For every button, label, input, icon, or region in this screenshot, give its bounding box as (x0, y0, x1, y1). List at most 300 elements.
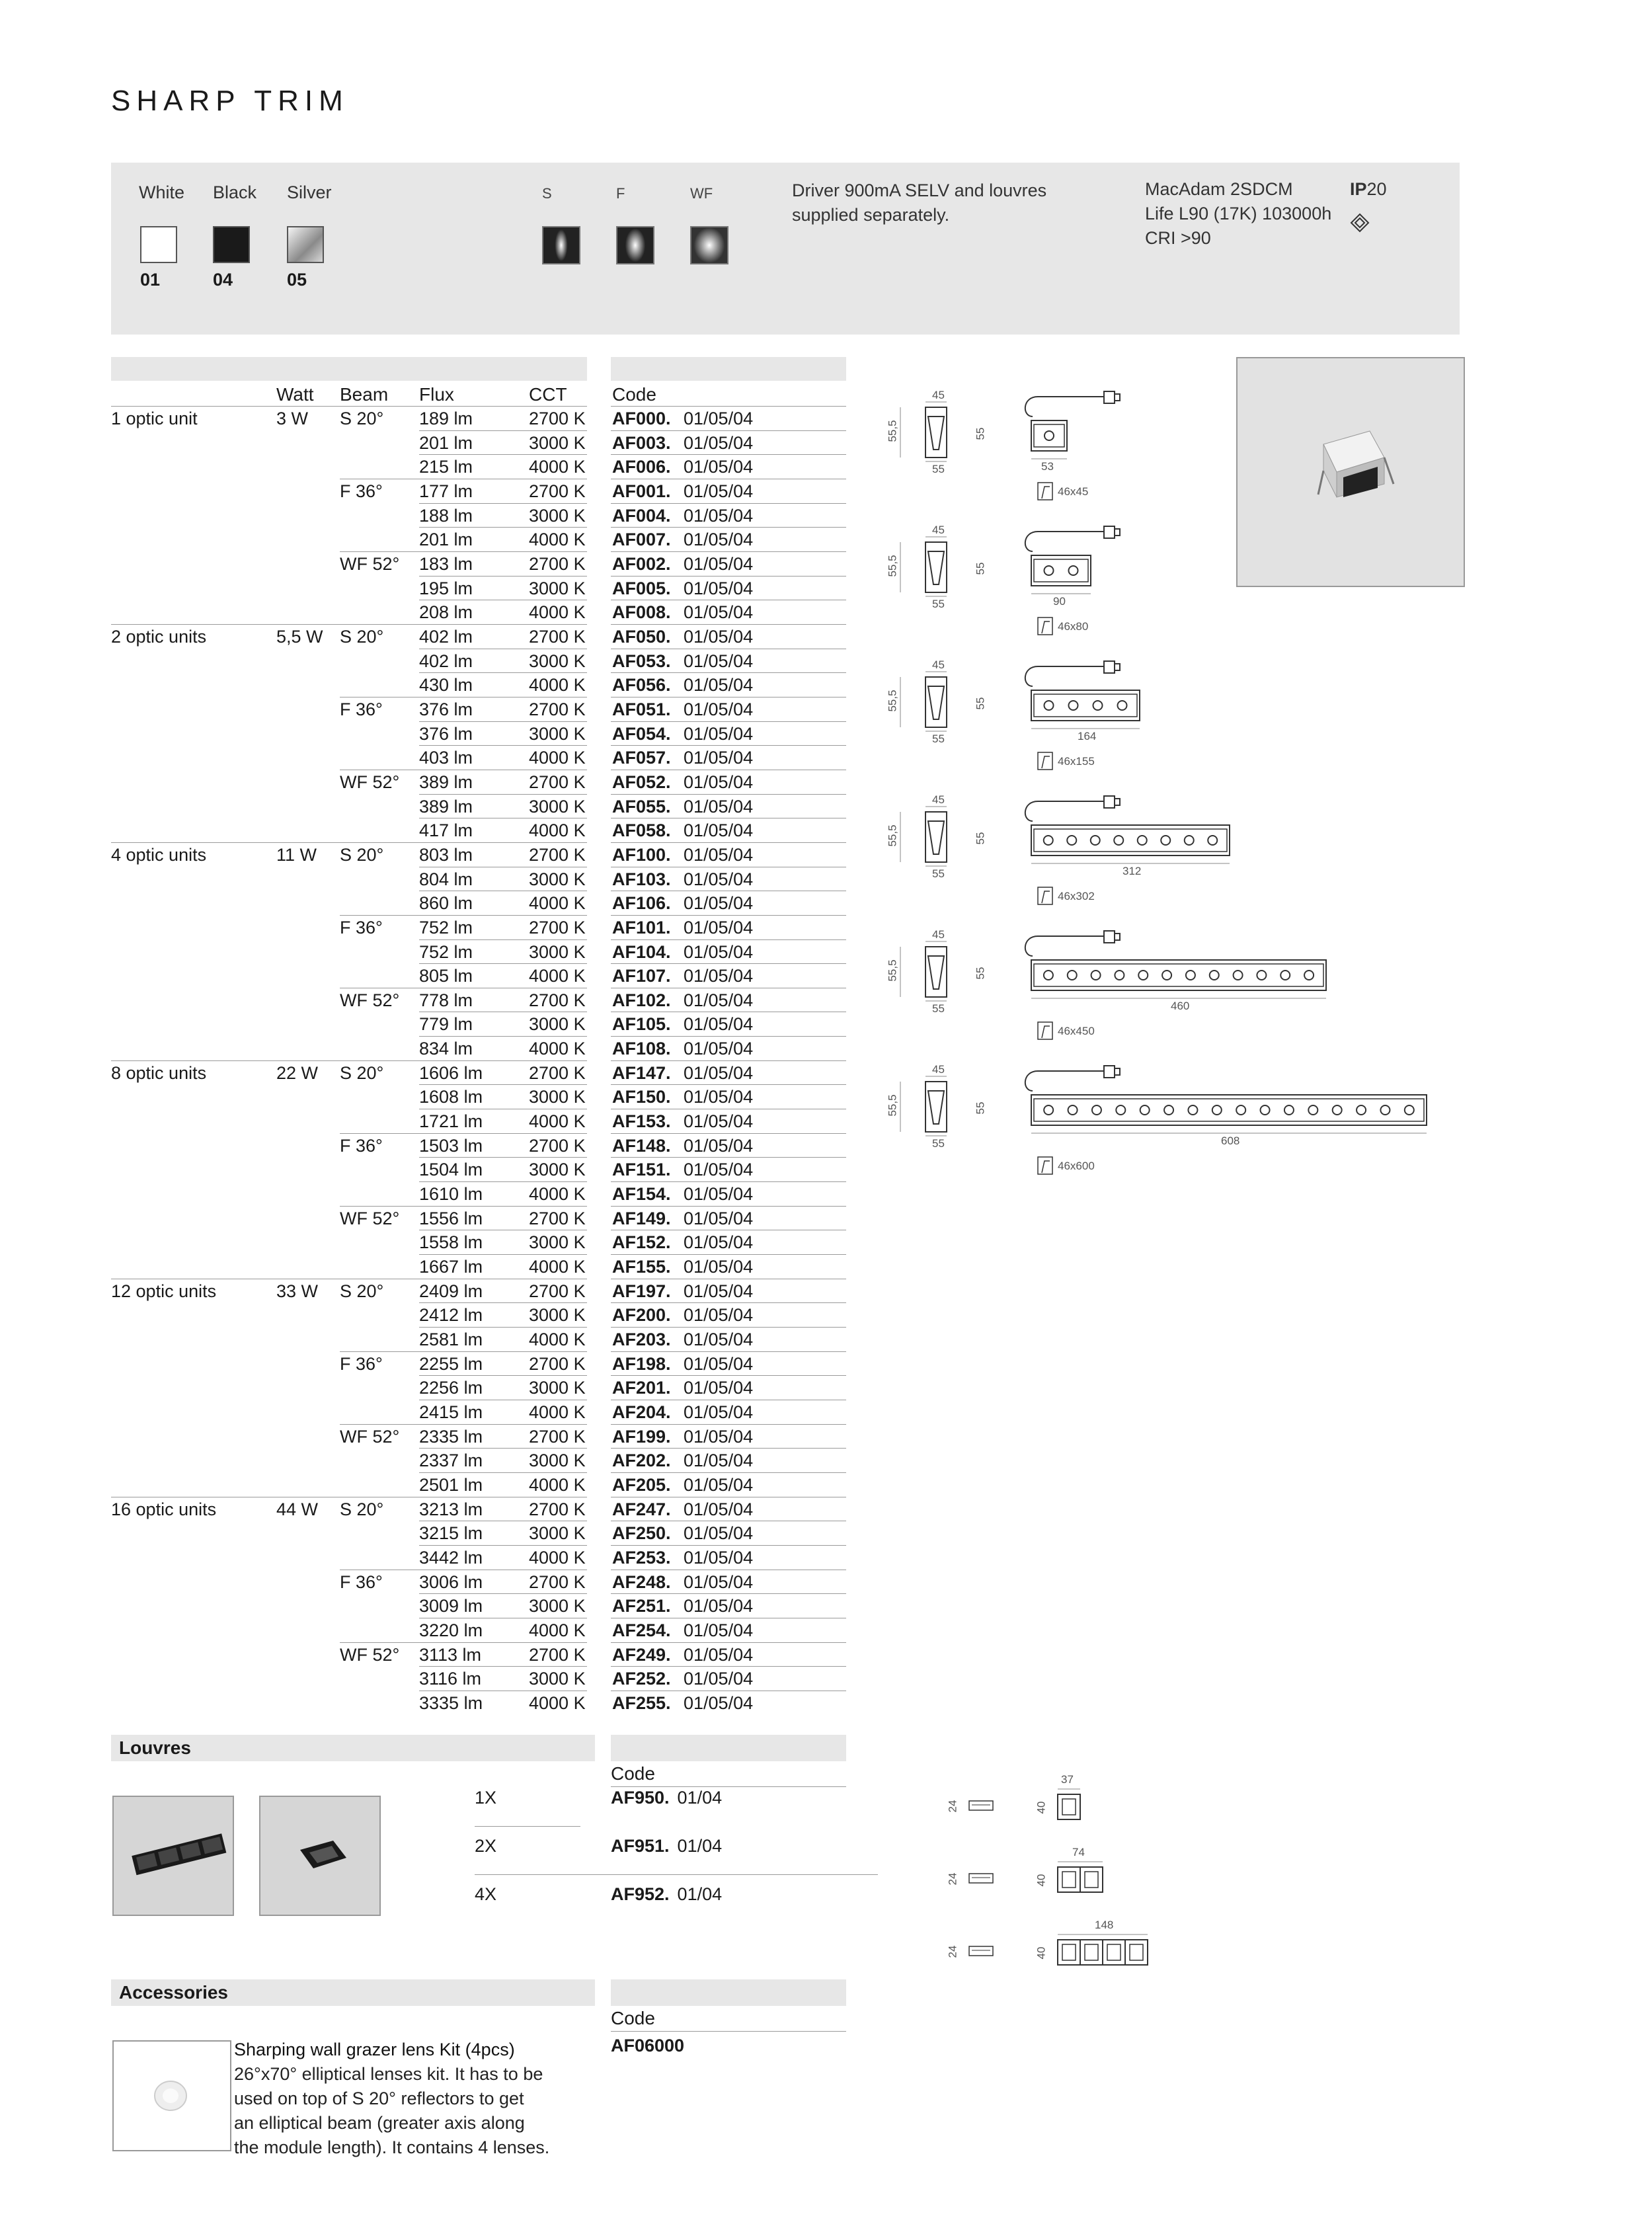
dim-h2: 55,5 (886, 420, 899, 442)
table-row (111, 1449, 846, 1473)
cct-cell: 2700 K (529, 627, 586, 647)
code-cell: AF055. (612, 797, 671, 816)
code-cell: AF100. (612, 845, 671, 865)
code-cell: AF248. (612, 1572, 671, 1592)
finish-cell: 01/05/04 (684, 1596, 754, 1616)
louvre-drawings (945, 1772, 1197, 1983)
cct-cell: 2700 K (529, 409, 586, 428)
finish-cell: 01/05/04 (684, 457, 754, 477)
beam-cell: S 20° (340, 1281, 384, 1301)
cct-cell: 2700 K (529, 1209, 586, 1228)
dim-length: 312 (1122, 865, 1142, 877)
louvre-photo-4x (112, 1796, 234, 1916)
table-row (111, 1570, 846, 1595)
accessory-code: AF06000 (611, 2036, 685, 2055)
cct-cell: 3000 K (529, 1014, 586, 1034)
table-row (111, 1109, 846, 1134)
drawing-8-units (873, 788, 1468, 920)
table-row (111, 1691, 846, 1716)
cct-cell: 4000 K (529, 820, 586, 840)
beam-cell: WF 52° (340, 554, 400, 574)
cct-cell: 3000 K (529, 1596, 586, 1616)
beam-label-f: F (616, 185, 625, 202)
cct-cell: 2700 K (529, 481, 586, 501)
louvres-code-header: Code (611, 1763, 655, 1784)
watt-cell: 11 W (276, 845, 317, 865)
flux-cell: 201 lm (419, 530, 473, 549)
table-row (111, 1594, 846, 1618)
finish-cell: 01/05/04 (684, 1209, 754, 1228)
flux-cell: 1606 lm (419, 1063, 483, 1083)
finish-cell: 01/05/04 (684, 1305, 754, 1325)
finish-cell: 01/05/04 (684, 1039, 754, 1058)
watt-cell: 22 W (276, 1063, 319, 1083)
finish-cell: 01/05/04 (684, 699, 754, 719)
code-cell: AF148. (612, 1136, 671, 1156)
code-cell: AF053. (612, 651, 671, 671)
cct-cell: 3000 K (529, 942, 586, 962)
th-code: Code (612, 384, 656, 405)
code-cell: AF108. (612, 1039, 671, 1058)
flux-cell: 417 lm (419, 820, 473, 840)
louvre-drawing (945, 1917, 1197, 1983)
finish-swatch-white (140, 226, 177, 263)
flux-cell: 376 lm (419, 724, 473, 744)
dim-h3: 55 (974, 562, 987, 575)
flux-cell: 752 lm (419, 942, 473, 962)
table-row (111, 455, 846, 479)
finish-cell: 01/05/04 (684, 506, 754, 526)
table-row (111, 1400, 846, 1425)
watt-cell: 5,5 W (276, 627, 323, 647)
th-flux: Flux (419, 384, 454, 405)
code-cell: AF000. (612, 409, 671, 428)
finish-cell: 01/05/04 (684, 1184, 754, 1204)
flux-cell: 1610 lm (419, 1184, 483, 1204)
finish-cell: 01/05/04 (684, 1160, 754, 1179)
drawing-12-units (873, 923, 1468, 1055)
code-cell: AF002. (612, 554, 671, 574)
table-row (111, 1255, 846, 1279)
flux-cell: 1608 lm (419, 1087, 483, 1107)
table-row (111, 431, 846, 456)
cct-cell: 4000 K (529, 602, 586, 622)
flux-cell: 2409 lm (419, 1281, 483, 1301)
beam-label-s: S (542, 185, 552, 202)
flux-cell: 402 lm (419, 651, 473, 671)
table-row (111, 1425, 846, 1449)
louvre-dim-side: 24 (946, 1872, 959, 1886)
finish-code-white: 01 (140, 270, 161, 290)
finish-cell: 01/05/04 (684, 1523, 754, 1543)
table-row (111, 1158, 846, 1182)
product-table (111, 407, 846, 1716)
code-cell: AF104. (612, 942, 671, 962)
louvre-dim-width: 37 (1061, 1773, 1074, 1786)
flux-cell: 3220 lm (419, 1620, 483, 1640)
dim-cutout: 46x80 (1058, 620, 1089, 633)
finish-code-black: 04 (213, 270, 233, 290)
lens-kit-photo (112, 2040, 231, 2151)
code-cell: AF253. (612, 1548, 671, 1568)
cct-cell: 2700 K (529, 1572, 586, 1592)
beam-cell: S 20° (340, 845, 384, 865)
finish-cell: 01/05/04 (684, 675, 754, 695)
accessories-code-header: Code (611, 2008, 655, 2028)
table-row (111, 600, 846, 625)
dim-h3: 55 (974, 967, 987, 980)
code-cell: AF150. (612, 1087, 671, 1107)
accessory-name: Sharping wall grazer lens Kit (4pcs) (234, 2040, 515, 2059)
code-cell: AF255. (612, 1693, 671, 1713)
dim-h3: 55 (974, 697, 987, 710)
finish-cell: 01/05/04 (684, 772, 754, 792)
finish-cell: 01/05/04 (684, 748, 754, 768)
code-cell: AF247. (612, 1499, 671, 1519)
finish-cell: 01/05/04 (684, 409, 754, 428)
cct-cell: 4000 K (529, 1111, 586, 1131)
beam-swatch-s (542, 226, 580, 264)
finish-cell: 01/05/04 (684, 1111, 754, 1131)
flux-cell: 3442 lm (419, 1548, 483, 1568)
finish-cell: 01/05/04 (684, 1014, 754, 1034)
finish-cell: 01/05/04 (684, 942, 754, 962)
drawing-16-units (873, 1058, 1468, 1190)
info-panel (111, 163, 1460, 335)
finish-cell: 01/05/04 (684, 1499, 754, 1519)
finish-cell: 01/05/04 (684, 1402, 754, 1422)
cct-cell: 4000 K (529, 748, 586, 768)
code-cell: AF151. (612, 1160, 671, 1179)
beam-cell: S 20° (340, 627, 384, 647)
finish-cell: 01/05/04 (684, 530, 754, 549)
finish-cell: 01/05/04 (684, 1572, 754, 1592)
flux-cell: 2415 lm (419, 1402, 483, 1422)
table-row (111, 528, 846, 552)
table-header-bar-right (611, 357, 846, 381)
cct-cell: 2700 K (529, 554, 586, 574)
louvre-qty: 1X (475, 1788, 497, 1808)
louvre-code: AF952. 01/04 (611, 1884, 723, 1904)
table-row (111, 795, 846, 819)
table-row (111, 1643, 846, 1667)
finish-label-silver: Silver (287, 182, 332, 202)
table-row (111, 1279, 846, 1304)
flux-cell: 195 lm (419, 578, 473, 598)
dim-h1: 45 (932, 928, 945, 941)
cct-cell: 3000 K (529, 1523, 586, 1543)
dim-h1: 45 (932, 1063, 945, 1076)
flux-cell: 2337 lm (419, 1451, 483, 1470)
cct-cell: 2700 K (529, 699, 586, 719)
finish-cell: 01/05/04 (684, 554, 754, 574)
finish-cell: 01/05/04 (684, 651, 754, 671)
finish-cell: 01/05/04 (684, 893, 754, 913)
louvre-dim-height: 40 (1035, 1801, 1048, 1814)
code-cell: AF155. (612, 1257, 671, 1277)
beam-cell: S 20° (340, 1499, 384, 1519)
flux-cell: 389 lm (419, 772, 473, 792)
finish-cell: 01/05/04 (684, 724, 754, 744)
beam-cell: F 36° (340, 1136, 383, 1156)
dim-h3: 55 (974, 1101, 987, 1115)
group-name: 1 optic unit (111, 409, 198, 428)
flux-cell: 805 lm (419, 966, 473, 986)
flux-cell: 3009 lm (419, 1596, 483, 1616)
finish-cell: 01/05/04 (684, 1378, 754, 1398)
code-cell: AF050. (612, 627, 671, 647)
finish-cell: 01/05/04 (684, 1645, 754, 1665)
group-name: 2 optic units (111, 627, 207, 647)
cct-cell: 4000 K (529, 1330, 586, 1349)
code-cell: AF203. (612, 1330, 671, 1349)
louvre-dim-side: 24 (946, 1945, 959, 1958)
table-row (111, 625, 846, 649)
dim-h3: 55 (974, 832, 987, 845)
table-row (111, 1352, 846, 1376)
finish-cell: 01/05/04 (684, 1354, 754, 1374)
flux-cell: 3113 lm (419, 1645, 482, 1665)
cct-cell: 3000 K (529, 578, 586, 598)
dim-cutout: 46x450 (1058, 1025, 1095, 1037)
flux-cell: 803 lm (419, 845, 473, 865)
finish-cell: 01/05/04 (684, 1427, 754, 1447)
table-row (111, 1521, 846, 1546)
cct-cell: 4000 K (529, 1039, 586, 1058)
finish-cell: 01/05/04 (684, 578, 754, 598)
dim-length: 608 (1221, 1135, 1240, 1147)
cct-cell: 4000 K (529, 1402, 586, 1422)
th-cct: CCT (529, 384, 567, 405)
group-name: 12 optic units (111, 1281, 217, 1301)
cct-cell: 4000 K (529, 1257, 586, 1277)
flux-cell: 752 lm (419, 918, 473, 937)
finish-cell: 01/05/04 (684, 966, 754, 986)
flux-cell: 860 lm (419, 893, 473, 913)
dim-cutout: 46x155 (1058, 755, 1095, 768)
table-row (111, 1328, 846, 1352)
finish-cell: 01/05/04 (684, 1620, 754, 1640)
drawing-2-units (873, 518, 1468, 651)
table-row (111, 940, 846, 965)
beam-cell: F 36° (340, 1354, 383, 1374)
dim-length: 53 (1041, 460, 1054, 473)
code-cell: AF250. (612, 1523, 671, 1543)
flux-cell: 804 lm (419, 869, 473, 889)
table-row (111, 722, 846, 746)
finish-swatch-black (213, 226, 250, 263)
cct-cell: 2700 K (529, 1645, 586, 1665)
flux-cell: 215 lm (419, 457, 473, 477)
group-name: 4 optic units (111, 845, 207, 865)
cct-cell: 3000 K (529, 651, 586, 671)
louvre-drawing (945, 1845, 1197, 1911)
dim-cutout: 46x302 (1058, 890, 1095, 902)
finish-cell: 01/05/04 (684, 1693, 754, 1713)
finish-label-white: White (139, 182, 185, 202)
louvre-dim-height: 40 (1035, 1946, 1048, 1960)
beam-cell: F 36° (340, 481, 383, 501)
flux-cell: 177 lm (419, 481, 473, 501)
table-row (111, 479, 846, 504)
code-cell: AF252. (612, 1669, 671, 1689)
code-cell: AF056. (612, 675, 671, 695)
table-row (111, 697, 846, 722)
code-cell: AF199. (612, 1427, 671, 1447)
beam-swatch-wf (690, 226, 728, 264)
cct-cell: 3000 K (529, 1160, 586, 1179)
table-row (111, 746, 846, 770)
louvres-title: Louvres (111, 1735, 595, 1761)
louvre-code: AF951. 01/04 (611, 1836, 723, 1856)
cct-cell: 3000 K (529, 1669, 586, 1689)
table-row (111, 504, 846, 528)
code-cell: AF052. (612, 772, 671, 792)
dim-h3: 55 (974, 427, 987, 440)
finish-cell: 01/05/04 (684, 845, 754, 865)
cct-cell: 3000 K (529, 433, 586, 453)
finish-cell: 01/05/04 (684, 433, 754, 453)
beam-swatch-f (616, 226, 654, 264)
louvre-dim-width: 148 (1095, 1919, 1114, 1931)
flux-cell: 3213 lm (419, 1499, 483, 1519)
table-row (111, 1546, 846, 1570)
finish-code-silver: 05 (287, 270, 307, 290)
cct-cell: 3000 K (529, 1232, 586, 1252)
th-beam: Beam (340, 384, 389, 405)
driver-note: Driver 900mA SELV and louvres supplied separately. (792, 180, 1047, 225)
flux-cell: 1558 lm (419, 1232, 483, 1252)
cct-cell: 2700 K (529, 1499, 586, 1519)
finish-cell: 01/05/04 (684, 481, 754, 501)
code-cell: AF153. (612, 1111, 671, 1131)
table-row (111, 1085, 846, 1109)
finish-cell: 01/05/04 (684, 869, 754, 889)
louvre-dim-side: 24 (946, 1800, 959, 1813)
code-cell: AF051. (612, 699, 671, 719)
code-cell: AF105. (612, 1014, 671, 1034)
flux-cell: 389 lm (419, 797, 473, 816)
finish-cell: 01/05/04 (684, 1281, 754, 1301)
finish-cell: 01/05/04 (684, 1136, 754, 1156)
table-header-row (111, 382, 846, 407)
cct-cell: 3000 K (529, 797, 586, 816)
flux-cell: 1556 lm (419, 1209, 483, 1228)
flux-cell: 1503 lm (419, 1136, 483, 1156)
dim-cutout: 46x600 (1058, 1160, 1095, 1172)
dim-h2: 55,5 (886, 1094, 899, 1117)
table-row (111, 1012, 846, 1037)
flux-cell: 208 lm (419, 602, 473, 622)
table-row (111, 552, 846, 577)
cct-cell: 3000 K (529, 869, 586, 889)
drawing-1-units (873, 383, 1468, 516)
table-row (111, 916, 846, 940)
code-cell: AF106. (612, 893, 671, 913)
flux-cell: 3335 lm (419, 1693, 483, 1713)
cct-cell: 4000 K (529, 1693, 586, 1713)
dim-h1: 45 (932, 389, 945, 401)
dim-width: 55 (932, 1137, 945, 1150)
drawing-4-units (873, 653, 1468, 785)
flux-cell: 3006 lm (419, 1572, 483, 1592)
certification-icon (1350, 213, 1370, 233)
watt-cell: 33 W (276, 1281, 319, 1301)
dim-h1: 45 (932, 658, 945, 671)
table-row (111, 770, 846, 795)
flux-cell: 779 lm (419, 1014, 473, 1034)
table-row (111, 407, 846, 431)
dim-length: 90 (1053, 595, 1066, 608)
group-name: 16 optic units (111, 1499, 217, 1519)
beam-cell: F 36° (340, 699, 383, 719)
finish-cell: 01/05/04 (684, 1063, 754, 1083)
finish-cell: 01/05/04 (684, 1087, 754, 1107)
table-row (111, 577, 846, 601)
code-cell: AF007. (612, 530, 671, 549)
cct-cell: 2700 K (529, 1427, 586, 1447)
flux-cell: 2335 lm (419, 1427, 483, 1447)
cct-cell: 3000 K (529, 506, 586, 526)
dim-h2: 55,5 (886, 824, 899, 847)
table-row (111, 818, 846, 843)
cct-cell: 2700 K (529, 1354, 586, 1374)
finish-cell: 01/05/04 (684, 1669, 754, 1689)
flux-cell: 2255 lm (419, 1354, 483, 1374)
louvre-code: AF950. 01/04 (611, 1788, 723, 1808)
finish-cell: 01/05/04 (684, 820, 754, 840)
code-cell: AF152. (612, 1232, 671, 1252)
code-cell: AF004. (612, 506, 671, 526)
finish-cell: 01/05/04 (684, 1451, 754, 1470)
finish-cell: 01/05/04 (684, 1548, 754, 1568)
beam-cell: WF 52° (340, 1427, 400, 1447)
louvres-code-bar (611, 1735, 846, 1761)
flux-cell: 1721 lm (419, 1111, 483, 1131)
cct-cell: 4000 K (529, 530, 586, 549)
table-row (111, 843, 846, 867)
table-row (111, 1473, 846, 1497)
flux-cell: 376 lm (419, 699, 473, 719)
cct-cell: 2700 K (529, 772, 586, 792)
cct-cell: 3000 K (529, 1305, 586, 1325)
cct-cell: 4000 K (529, 1184, 586, 1204)
code-cell: AF008. (612, 602, 671, 622)
code-cell: AF154. (612, 1184, 671, 1204)
louvre-list (463, 1785, 886, 1931)
dim-h2: 55,5 (886, 690, 899, 712)
dim-width: 55 (932, 867, 945, 880)
beam-cell: WF 52° (340, 1645, 400, 1665)
accessory-description: Sharping wall grazer lens Kit (4pcs) 26°x70° elliptical lenses kit. It has to be used on top of S 20° reflectors to get an elliptical beam (greater axis along the module length). It contains 4 lenses. (234, 2038, 549, 2160)
flux-cell: 2256 lm (419, 1378, 483, 1398)
dimension-drawings (873, 383, 1468, 1190)
th-watt: Watt (276, 384, 314, 405)
table-row (111, 1230, 846, 1255)
finish-swatch-silver (287, 226, 324, 263)
cct-cell: 4000 K (529, 893, 586, 913)
table-row (111, 1667, 846, 1691)
table-row (111, 1618, 846, 1643)
code-cell: AF058. (612, 820, 671, 840)
louvre-dim-height: 40 (1035, 1874, 1048, 1887)
louvre-qty: 2X (475, 1836, 497, 1856)
louvre-dim-width: 74 (1072, 1846, 1085, 1858)
flux-cell: 2581 lm (419, 1330, 483, 1349)
group-name: 8 optic units (111, 1063, 207, 1083)
table-row (111, 673, 846, 697)
table-row (111, 1134, 846, 1158)
